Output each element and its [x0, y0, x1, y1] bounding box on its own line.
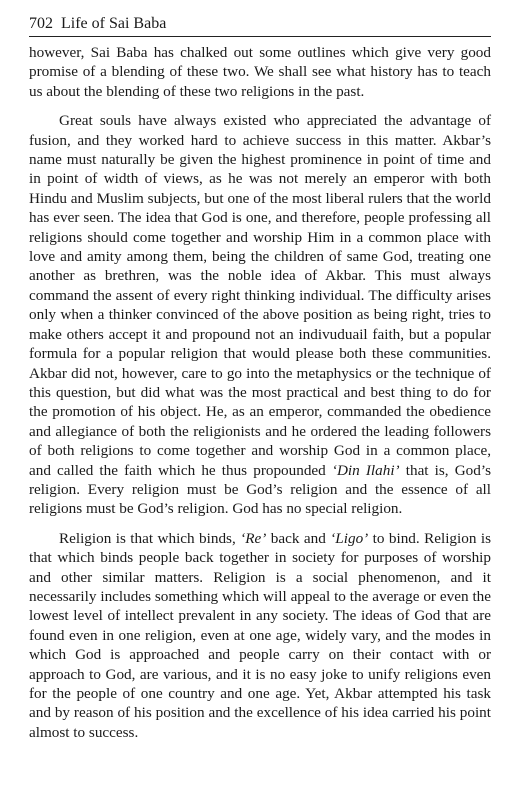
paragraph-2-text-a: Great souls have always existed who appreciated the advantage of fusion, and they worked hard to achieve success in this matter. Akbar’s name must naturally be given the highest prominence in point of time and in point of width of views, as he was not merely an emperor with both Hindu and Muslim subjects, but one of the most liberal rulers that the world has ever seen. The idea that God is one, and therefore, people professing all religions should come together and worship Him in a common place with love and amity among them, being the children of same God, treating one another as brethren, was the noble idea of Akbar. This must always command the assent of every right thinking individual. The difficulty arises only when a thinker convinced of the above position as being right, tries to make others accept it and propound not an indivuduail faith, but a popular formula for a popular religion that would please both these communities. Akbar did not, however, care to go into the metaphysics or the technique of this question, but did what was the most practical and best thing to do for the promotion of his object. He, as an emperor, commanded the obedience and allegiance of both the religionists and he ordered the leading followers of both religions to come together and worship God in a common place, and called the faith which he thus propounded	[29, 112, 491, 479]
book-page	[29, 14, 491, 742]
running-header	[29, 14, 491, 37]
paragraph-3	[29, 529, 491, 742]
re-term: ‘Re’	[240, 529, 267, 547]
paragraph-1-text: however, Sai Baba has chalked out some outlines which give very good promise of a blending of these two. We shall see what history has to teach us about the blending of these two religions in the past.	[29, 44, 491, 100]
ligo-term: ‘Ligo’	[330, 529, 369, 547]
paragraph-3-text-a: Religion is that which binds,	[59, 529, 241, 547]
din-ilahi-term: ‘Din Ilahi’	[331, 461, 400, 479]
paragraph-3-text-c: to bind. Religion is that which binds people back together in society for purposes of worship and other similar matters. Religion is a social phenomenon, and it necessarily includes something which will appeal to the average or even the lowest level of intellect prevalent in any society. The ideas of God that are found even in one religion, even at one age, widely vary, and the modes in which God is approached and people carry on their contact with or approach to God, are various, and it is no easy joke to unify religions even for the people of one country and one age. Yet, Akbar attempted his task and by reason of his position and the excellence of his idea carried his point almost to success.	[29, 529, 491, 741]
page-number: 702	[29, 15, 53, 32]
paragraph-2	[29, 111, 491, 519]
paragraph-3-text-b: back and	[266, 529, 331, 547]
running-title: Life of Sai Baba	[61, 15, 167, 32]
paragraph-1	[29, 43, 491, 101]
paragraph-2-text-b: that is, God’s religion. Every religion must be God’s religion and the essence of all religions must be God’s religion. God has no special religion.	[29, 461, 491, 518]
